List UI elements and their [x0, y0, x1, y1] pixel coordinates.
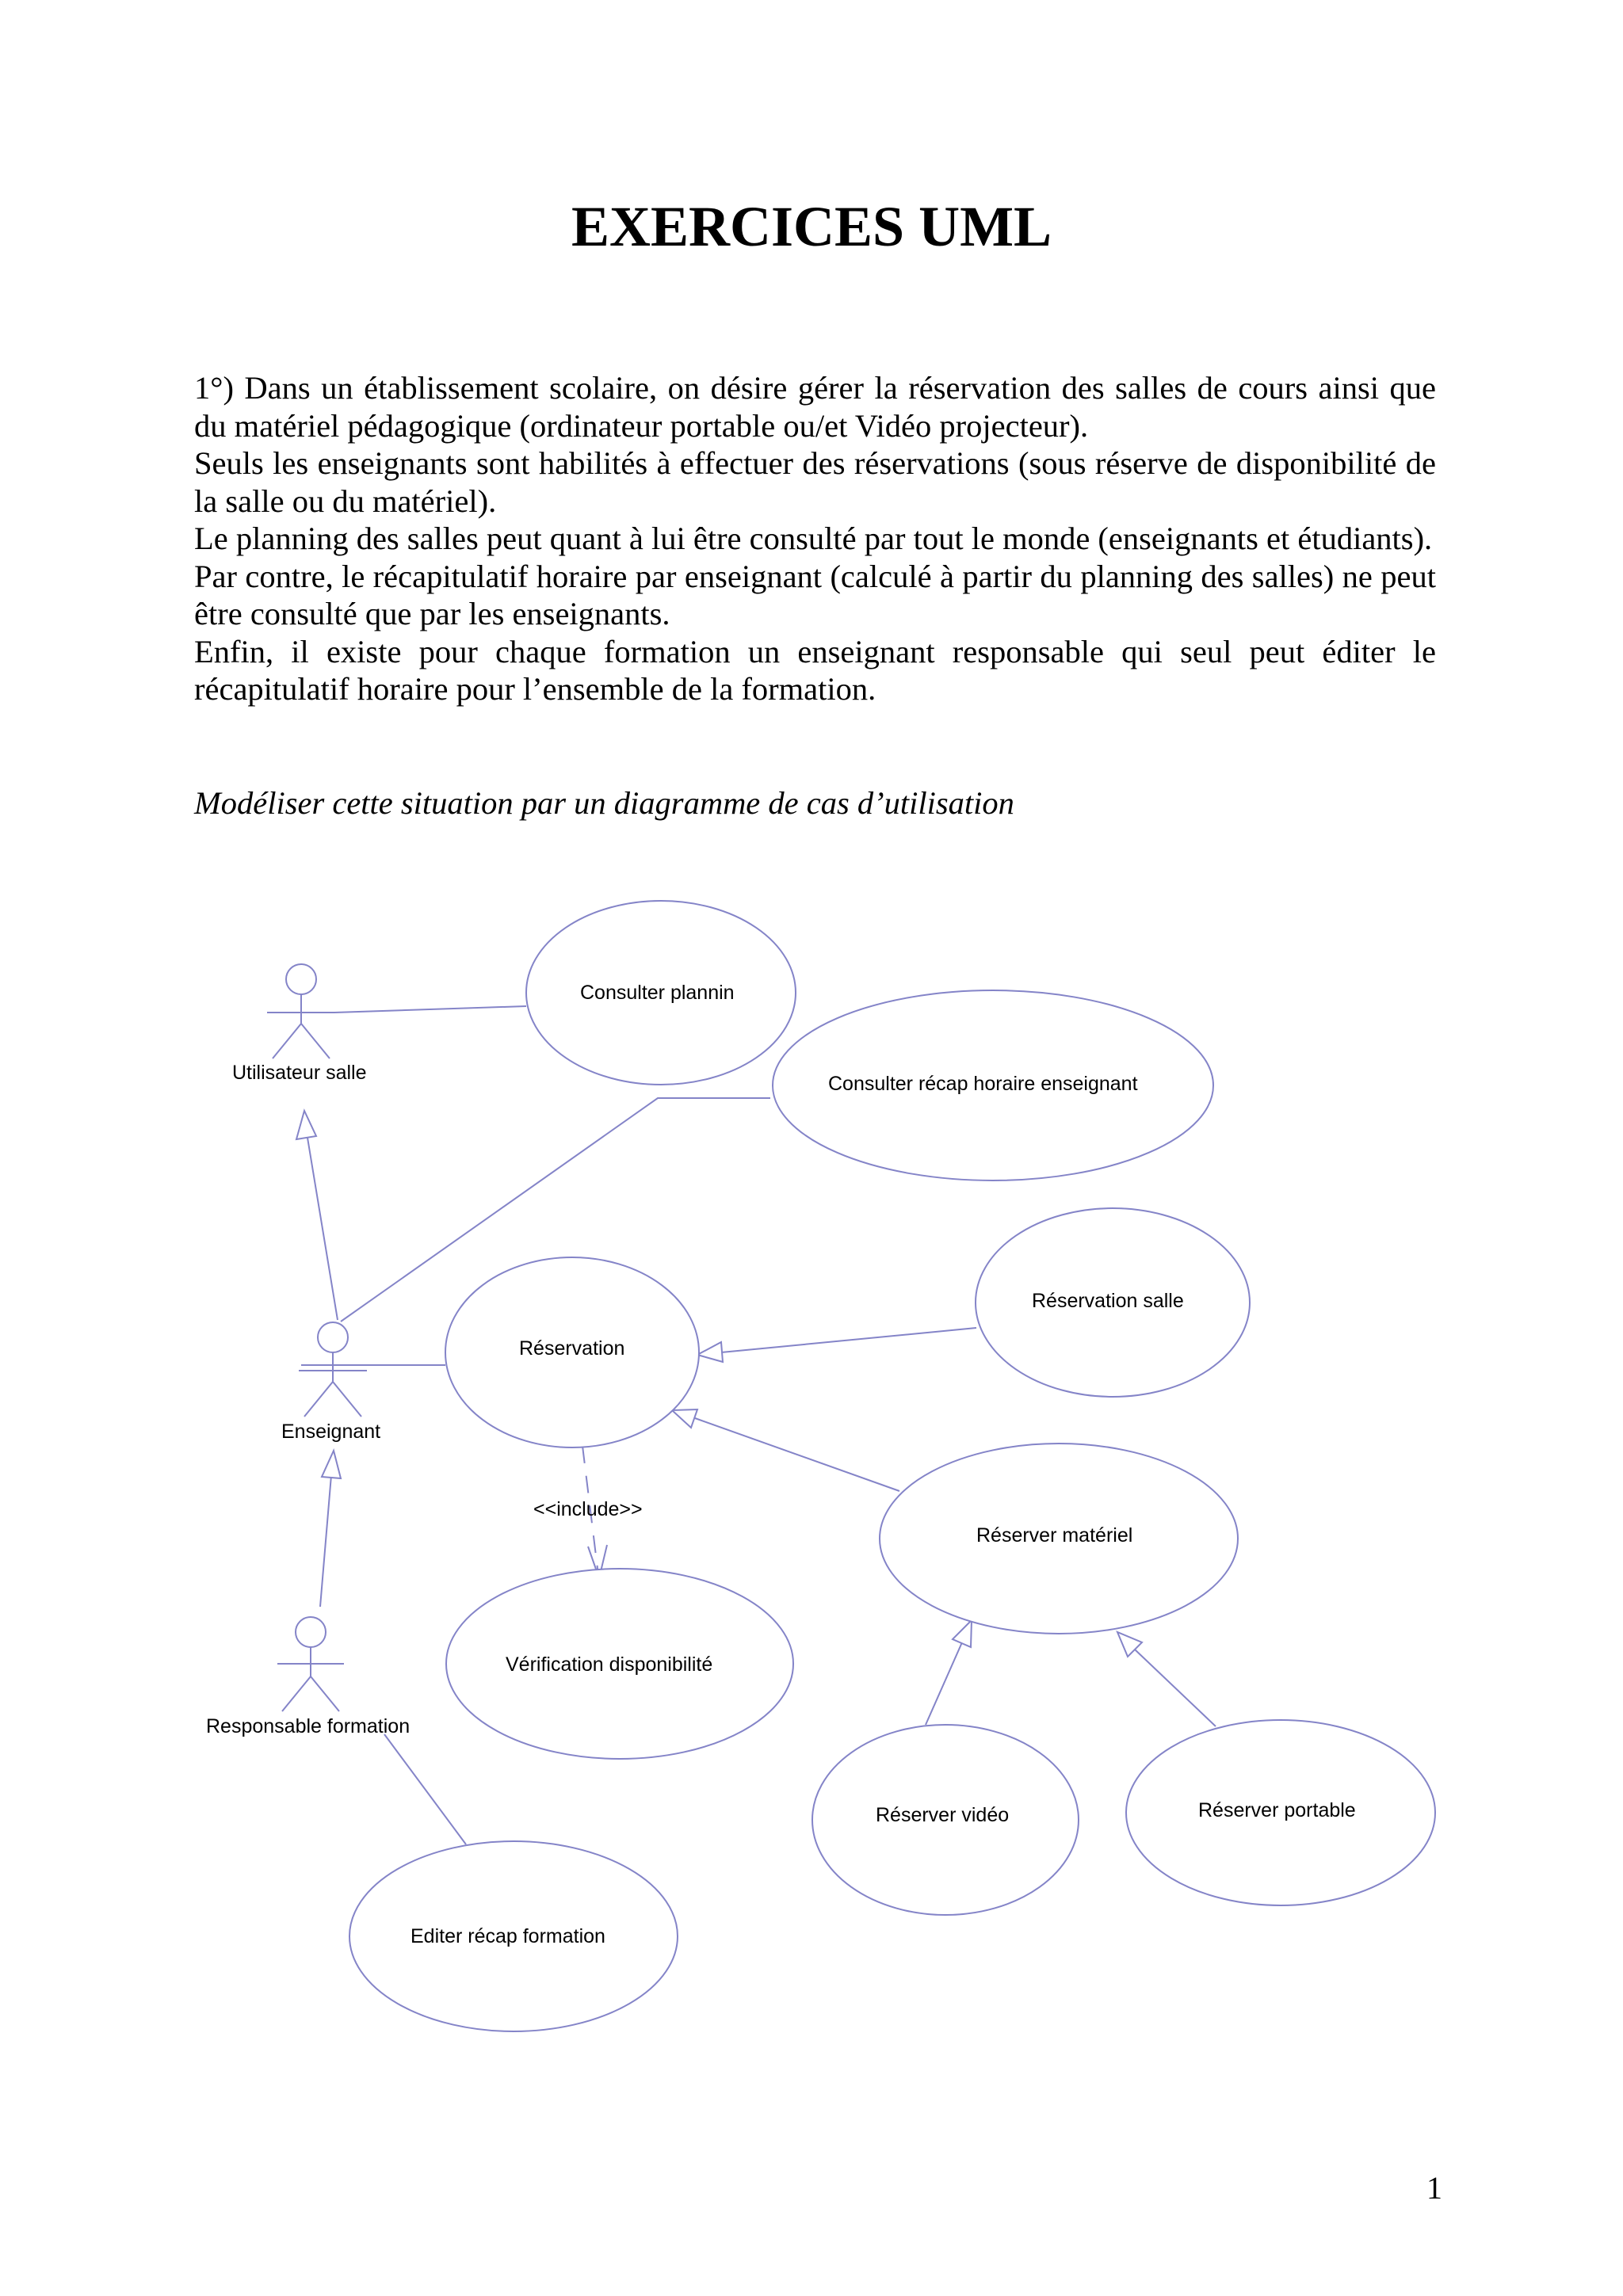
use-case-label: Réservation [519, 1337, 625, 1360]
statement-paragraph: Par contre, le récapitulatif horaire par enseignant (calculé à partir du planning des salles) ne peut être consulté que par les enseignants. [194, 558, 1436, 631]
statement-paragraph: 1°) Dans un établissement scolaire, on désire gérer la réservation des salles de cours ainsi que du matériel pédagogique (ordinateur portable ou/et Vidéo projecteur). [194, 370, 1436, 444]
statement-paragraph: Enfin, il existe pour chaque formation un enseignant responsable qui seul peut éditer le récapitulatif horaire pour l’ensemble de la formation. [194, 633, 1436, 707]
generalization-teacher-user-arrowhead [296, 1111, 316, 1139]
actor-teacher [281, 1322, 380, 1443]
use-case-label: Réservation salle [1032, 1290, 1184, 1312]
use-case-reserve-laptop [1126, 1720, 1435, 1905]
generalization-laptop-equipment-line [1135, 1650, 1216, 1726]
stick-figure-icon [267, 964, 334, 1058]
actor-label: Responsable formation [206, 1715, 411, 1737]
actor-label: Utilisateur salle [232, 1062, 367, 1084]
actor-user [232, 964, 367, 1084]
use-case-check-availability [446, 1569, 793, 1759]
generalization-equipment-reservation-arrowhead [672, 1409, 697, 1428]
use-case-reserve-equipment [880, 1444, 1238, 1634]
use-case-label: Consulter récap horaire enseignant [828, 1073, 1138, 1095]
include-stereotype-label: <<include>> [533, 1498, 643, 1520]
actor-manager [206, 1617, 410, 1737]
generalization-manager-teacher-line [320, 1475, 331, 1607]
generalization-room-reservation-arrowhead [697, 1342, 723, 1362]
actor-label: Enseignant [281, 1421, 381, 1443]
use-case-reserve-video [812, 1725, 1079, 1915]
statement-paragraph: Le planning des salles peut quant à lui être consulté par tout le monde (enseignants et étudiants). [194, 521, 1433, 556]
use-case-room-reservation [976, 1208, 1250, 1397]
use-case-label: Vérification disponibilité [506, 1653, 713, 1676]
generalization-room-reservation-line [721, 1328, 976, 1352]
exercise-instruction: Modéliser cette situation par un diagramme de cas d’utilisation [194, 785, 1014, 821]
association-manager-edit-recap [384, 1734, 466, 1844]
use-case-label: Consulter plannin [580, 982, 735, 1004]
use-case-reservation [445, 1257, 699, 1447]
generalization-teacher-user-line [307, 1133, 338, 1320]
stick-figure-icon [277, 1617, 344, 1711]
use-case-label: Editer récap formation [411, 1925, 605, 1947]
generalization-video-equipment-line [926, 1642, 962, 1725]
use-case-label: Réserver matériel [976, 1524, 1133, 1547]
association-user-consult-planning [334, 1006, 526, 1013]
stick-figure-icon [299, 1322, 367, 1417]
statement-paragraph: Seuls les enseignants sont habilités à effectuer des réservations (sous réserve de disponibilité de la salle ou du matériel). [194, 445, 1436, 519]
use-case-label: Réserver portable [1198, 1799, 1356, 1821]
generalization-equipment-reservation-line [695, 1418, 899, 1491]
page-number: 1 [1426, 2170, 1442, 2206]
generalization-video-equipment-arrowhead [953, 1620, 972, 1647]
generalization-manager-teacher-arrowhead [322, 1451, 341, 1478]
use-case-consult-planning [526, 901, 796, 1085]
use-case-edit-recap [349, 1841, 678, 2031]
page-title: EXERCICES UML [571, 195, 1052, 258]
use-case-label: Réserver vidéo [876, 1804, 1010, 1826]
use-case-consult-recap [773, 990, 1213, 1180]
